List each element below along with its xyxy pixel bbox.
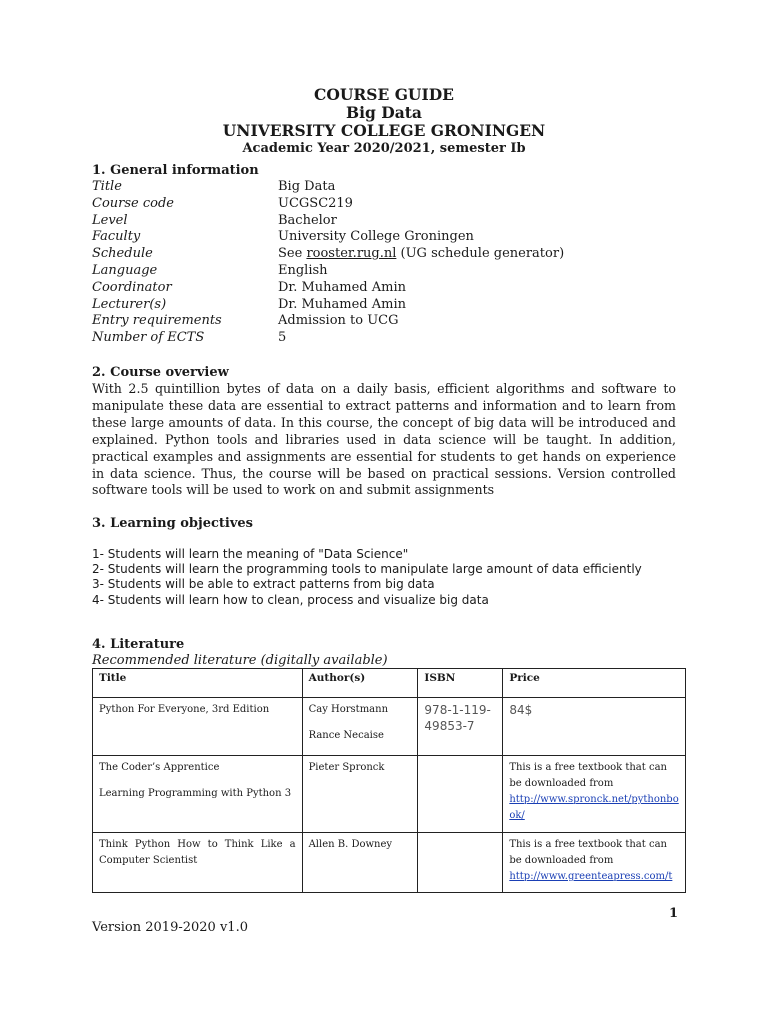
general-information-section bbox=[92, 162, 676, 347]
info-value: 5 bbox=[278, 330, 287, 346]
info-row-entry-requirements bbox=[92, 313, 676, 330]
info-row-ects bbox=[92, 330, 676, 347]
objective-item: 3- Students will be able to extract patterns from big data bbox=[92, 577, 435, 592]
info-row-schedule bbox=[92, 246, 676, 263]
column-header-price: Price bbox=[503, 669, 686, 698]
objective-item: 1- Students will learn the meaning of "Data Science" bbox=[92, 547, 409, 561]
book-isbn-cell bbox=[418, 698, 503, 756]
academic-year-heading: Academic Year 2020/2021, semester Ib bbox=[242, 141, 526, 156]
book-authors-cell bbox=[302, 698, 418, 756]
info-value: Dr. Muhamed Amin bbox=[278, 279, 407, 295]
table-row bbox=[93, 833, 686, 893]
course-overview-heading: 2. Course overview bbox=[92, 365, 229, 380]
book-author: Allen B. Downey bbox=[308, 839, 393, 850]
book-title: Python For Everyone, 3rd Edition bbox=[99, 704, 270, 715]
learning-objectives-heading: 3. Learning objectives bbox=[92, 516, 253, 531]
info-value: English bbox=[278, 262, 328, 278]
info-row-lecturers bbox=[92, 297, 676, 314]
book-title: The Coder’s Apprentice bbox=[99, 762, 220, 773]
info-row-title bbox=[92, 179, 676, 196]
book-title: Think Python How to Think Like a Computer Scientist bbox=[99, 839, 296, 866]
column-header-isbn: ISBN bbox=[418, 669, 503, 698]
course-overview-text: With 2.5 quintillion bytes of data on a daily basis, efficient algorithms and software to manipulate these data are essential to extract patterns and information and to learn from these large amounts of data. In this course, the concept of big data will be introduced and explained. Python tools and libraries used in data science will be taught. In addition, practical examples and assignments are essential for students to get hands on experience in data science. Thus, the course will be based on practical sessions. Version controlled software tools will be used to work on and submit assignments bbox=[92, 381, 676, 498]
course-name-heading: Big Data bbox=[346, 103, 422, 122]
info-row-faculty bbox=[92, 229, 676, 246]
book-title-cell bbox=[93, 833, 303, 893]
info-value bbox=[278, 246, 676, 263]
table-row bbox=[93, 756, 686, 833]
spronck-download-link[interactable]: http://www.spronck.net/pythonbook/ bbox=[509, 794, 679, 821]
table-row bbox=[93, 698, 686, 756]
schedule-prefix: See bbox=[278, 246, 307, 262]
book-authors-cell bbox=[302, 756, 418, 833]
literature-section bbox=[92, 636, 676, 669]
column-header-title: Title bbox=[93, 669, 303, 698]
info-value: University College Groningen bbox=[278, 229, 474, 245]
book-price-cell bbox=[503, 833, 686, 893]
university-heading: UNIVERSITY COLLEGE GRONINGEN bbox=[222, 121, 546, 140]
book-author: Rance Necaise bbox=[308, 730, 384, 741]
book-price-cell bbox=[503, 698, 686, 756]
book-author: Pieter Spronck bbox=[308, 762, 385, 773]
document-title-block bbox=[0, 86, 768, 157]
info-row-coordinator bbox=[92, 280, 676, 297]
info-key: Number of ECTS bbox=[92, 330, 205, 346]
book-price-cell bbox=[503, 756, 686, 833]
book-price-note: This is a free textbook that can be downloaded from bbox=[509, 762, 667, 789]
info-key: Lecturer(s) bbox=[92, 296, 167, 312]
info-value: Big Data bbox=[278, 179, 336, 194]
info-row-level bbox=[92, 213, 676, 230]
objective-item: 2- Students will learn the programming tools to manipulate large amount of data efficiently bbox=[92, 562, 642, 577]
literature-heading: 4. Literature bbox=[92, 637, 185, 652]
book-isbn-cell bbox=[418, 833, 503, 893]
page-number: 1 bbox=[668, 906, 678, 921]
info-value: Bachelor bbox=[278, 212, 337, 228]
course-overview-section bbox=[92, 364, 676, 499]
greenteapress-download-link[interactable]: http://www.greenteapress.com/t bbox=[509, 871, 673, 882]
table-header-row bbox=[93, 669, 686, 698]
book-price-note: This is a free textbook that can be downloaded from bbox=[509, 839, 667, 866]
literature-table bbox=[92, 668, 686, 893]
general-information-heading: 1. General information bbox=[92, 163, 259, 178]
info-row-language bbox=[92, 263, 676, 280]
info-value: Dr. Muhamed Amin bbox=[278, 296, 407, 312]
rooster-link[interactable]: rooster.rug.nl bbox=[306, 246, 397, 262]
book-authors-cell bbox=[302, 833, 418, 893]
objective-item: 4- Students will learn how to clean, process and visualize big data bbox=[92, 592, 489, 607]
info-key: Course code bbox=[92, 195, 174, 211]
info-row-course-code bbox=[92, 196, 676, 213]
info-key: Title bbox=[92, 179, 122, 194]
book-title-cell bbox=[93, 756, 303, 833]
info-key: Coordinator bbox=[92, 279, 172, 295]
learning-objectives-section bbox=[92, 515, 676, 608]
book-author: Cay Horstmann bbox=[308, 704, 389, 715]
book-subtitle: Learning Programming with Python 3 bbox=[99, 788, 292, 799]
book-price: 84$ bbox=[509, 703, 533, 717]
info-key: Schedule bbox=[92, 246, 153, 262]
column-header-authors: Author(s) bbox=[302, 669, 418, 698]
schedule-suffix: (UG schedule generator) bbox=[396, 246, 565, 262]
info-key: Language bbox=[92, 262, 158, 278]
book-isbn-cell bbox=[418, 756, 503, 833]
info-key: Entry requirements bbox=[92, 313, 222, 329]
info-value: Admission to UCG bbox=[278, 313, 399, 329]
info-key: Faculty bbox=[92, 229, 141, 245]
book-title-cell bbox=[93, 698, 303, 756]
version-footer: Version 2019-2020 v1.0 bbox=[92, 920, 248, 935]
course-guide-heading: COURSE GUIDE bbox=[314, 85, 454, 104]
info-value: UCGSC219 bbox=[278, 195, 353, 211]
info-key: Level bbox=[92, 212, 128, 228]
book-isbn: 978-1-119-49853-7 bbox=[424, 703, 491, 733]
literature-subheading: Recommended literature (digitally available) bbox=[92, 653, 388, 668]
